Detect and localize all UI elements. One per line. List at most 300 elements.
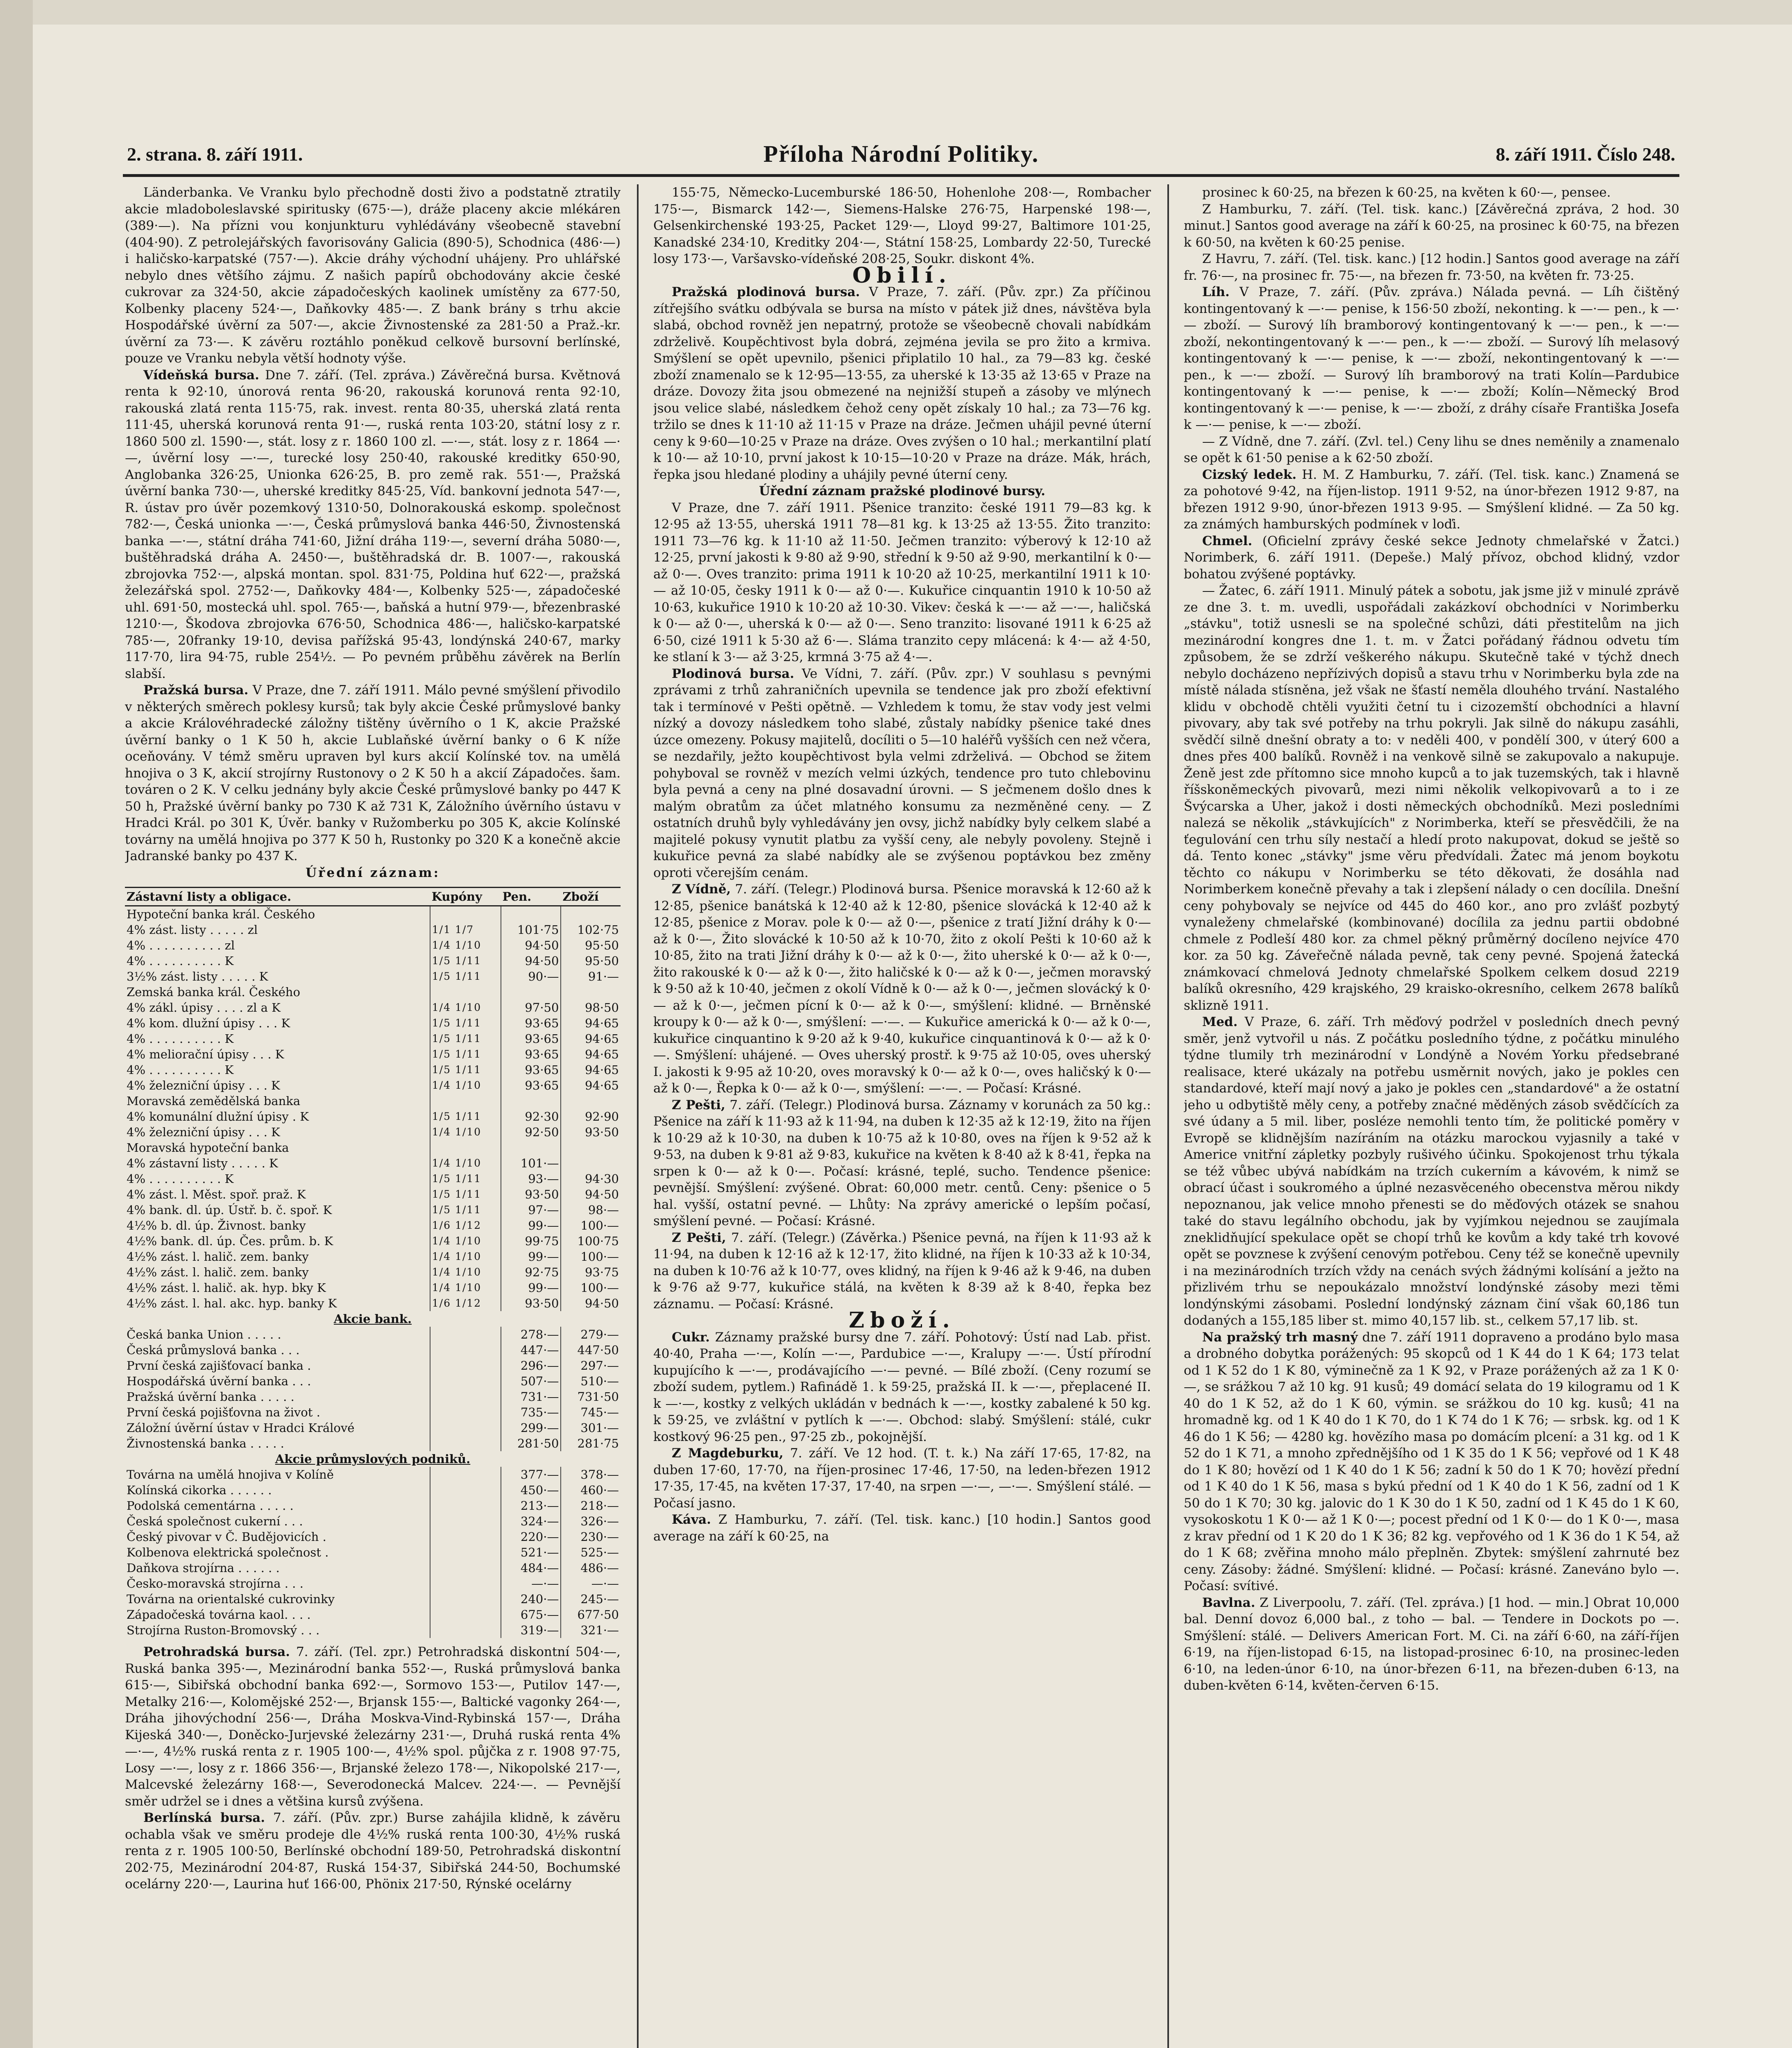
table-cell-kupony <box>430 1405 501 1420</box>
table-cell-pen: 94·50 <box>501 953 561 969</box>
table-cell-zbozi: —·— <box>561 1576 621 1591</box>
section-heading: Pražská plodinová bursa. <box>672 285 860 299</box>
table-cell-kupony <box>430 1591 501 1607</box>
table-cell-zbozi: 94·65 <box>561 1015 621 1031</box>
table-cell-name: První česká zajišťovací banka . <box>127 1359 311 1373</box>
table-cell-zbozi: 94·65 <box>561 1047 621 1062</box>
table-cell-pen: 93·— <box>501 1171 561 1187</box>
table-section-row <box>125 1311 621 1327</box>
table-cell-kupony <box>430 1373 501 1389</box>
table-cell-pen: 507·— <box>501 1373 561 1389</box>
table-cell-name: 4% . . . . . . . . . . zl <box>127 938 235 952</box>
table-cell-pen: 735·— <box>501 1405 561 1420</box>
table-row <box>125 1482 621 1498</box>
table-row <box>125 1233 621 1249</box>
article-text: V Praze, 6. září. Trh měďový podržel v posledních dnech pevný směr, jenž vytvořil u nás. Z počátku posledního týdne, z počátku minulého týdne tlumily trh mezinárodní v Londýně a Novém Yorku předsebrané realisace, které ukázaly na potřebu usměrnit nových, jako je pokles cen standardové, kteří mají nový a jako je pokles cen „standardové" a že ostatní jeho u odbytiště měly ceny, a potřeby značné měděných zásob svědčících za své údany a 5 mil. liber, posléze nemohli tento tím, že politické poměry v Evropě se klidnějším nazíráním na otázku marockou vyjasnily a také v Americe vnitřní zápletky pozbyly rušivého účinku. Spokojenost trhu týkala se též vůbec ubývá nabídkám na trzích cukerním a kávovém, k nimž se obrací účast i soukromého a úplné nezasvěceného obecenstva měrou nikdy nepoznanou, jak velice mnoho přenesti se do měďových otázek se snahou také do stavu legálního obchodu, jak by vyjímkou nejednou se zaujímala zneklidňující spekulace opět se chopí trhů ke kovům a kdy také trh kovové opět se povznese k zvýšení cenovým potřebou. Ceny též se konečně upevnily i na mezinárodních trzích vždy na cenách svých žádnými kolísání a ježto na přizlivém trhu se nepoukázalo množství londýnské zásoby mezi těmi londýnskými zásobami. Poslední londýnský záznam činí však 60,186 tun dodaných a 155,185 liber st. mimo 40,157 lib. st., celkem 57,17 lib. st. <box>1184 1015 1679 1328</box>
table-cell-zbozi: 460·— <box>561 1482 621 1498</box>
article-paragraph <box>653 666 1151 881</box>
table-cell-name: 4% zást. listy . . . . . zl <box>127 923 258 937</box>
table-cell-zbozi: 218·— <box>561 1498 621 1513</box>
article-text: 7. září. Ve 12 hod. (T. t. k.) Na září 17·65, 17·82, na duben 17·60, 17·70, na říjen-prosinec 17·46, 17·50, na leden-březen 1912 17·35, 17·45, na květen 17·37, 17·40, na srpen —·—, —·—. Smýšlení stálé. — Počasí jasno. <box>653 1446 1151 1511</box>
table-cell-kupony <box>430 1576 501 1591</box>
table-row <box>125 1000 621 1015</box>
table-cell-zbozi: 378·— <box>561 1467 621 1482</box>
table-cell-kupony: 1/5 1/11 <box>430 1015 501 1031</box>
table-row <box>125 1342 621 1358</box>
table-cell-kupony: 1/4 1/10 <box>430 1000 501 1015</box>
article-text: Z Liverpoolu, 7. září. (Tel. zpráva.) [1 hod. — min.] Obrat 10,000 bal. Denní dovoz 6,000 bal., z toho — bal. — Tendere in Dockots po —. Smýšlení: stálé. — Delivers American Fort. M. Ci. na září 6·60, na září-říjen 6·19, na říjen-listopad 6·15, na listopad-prosinec 6·10, na prosinec-leden 6·10, na leden-únor 6·10, na únor-březen 6·11, na březen-duben 6·13, na duben-květen 6·14, květen-červen 6·15. <box>1184 1595 1679 1693</box>
table-cell-zbozi: 94·50 <box>561 1296 621 1311</box>
table-cell-pen: 93·65 <box>501 1047 561 1062</box>
table-cell-pen: 299·— <box>501 1420 561 1436</box>
table-cell-name: První česká pojišťovna na život . <box>127 1405 320 1419</box>
table-cell-kupony <box>430 1436 501 1451</box>
column-header-zbozi: Zboží <box>561 888 621 906</box>
article-paragraph <box>653 1329 1151 1445</box>
table-cell-zbozi <box>561 984 621 1000</box>
table-row <box>125 1124 621 1140</box>
table-cell-pen: 93·50 <box>501 1187 561 1202</box>
table-cell-name: 4% komunální dlužní úpisy . K <box>127 1110 309 1124</box>
table-row <box>125 969 621 984</box>
table-row <box>125 1109 621 1124</box>
article-paragraph <box>653 1445 1151 1511</box>
table-row <box>125 1529 621 1545</box>
table-row <box>125 1047 621 1062</box>
table-row <box>125 922 621 938</box>
table-cell-name: Česko-moravská strojírna . . . <box>127 1577 304 1590</box>
column-divider-1 <box>637 184 639 2048</box>
table-row <box>125 1264 621 1280</box>
table-row <box>125 1015 621 1031</box>
table-cell-kupony: 1/4 1/10 <box>430 1124 501 1140</box>
article-paragraph: — Žatec, 6. září 1911. Minulý pátek a sobotu, jak jsme již v minulé zprávě ze dne 3. t. m. uvedli, uspořádali zakázkoví obchodníci v Norimberku „stávku", totiž usnesli se na společné schůzi, dáti přestitelům na jich mezinárodní kongres dne 1. t. m. v Žatci pořádaný řádnou odvetu tím způsobem, že se zdrží veškerého nákupu. Skutečně také v týchž dnech nebylo docházeno nepřízivých dopisů a stavu trhu v Norimberku byla zde na místě nálada stísněna, jež však ne šťastí neměla dlouhého trvání. Nastalého klidu v obchodě chtěli využiti četní tu i cizozemští obchodníci a hlavní pivovary, aby tak své potřeby na trhu pokryli. Jak silně do nákupu zasáhli, svědčí silně dnešní obraty a to: v neděli 400, v pondělí 300, v úterý 600 a dnes přes 400 balíků. Rovněž i na venkově silně se zakupovalo a nakupuje. Ženě jest zde přítomno sice mnoho kupců a to jak tuzemských, tak i hlavně říšskoněmeckých pivovarů, mezi nimi několik velkopivovarů a to i ze Švýcarska a Uher, jakož i dosti německých obchodníků. Mezi posledními nalezá se několik „stávkujících" z Norimberka, kteří se přesvědčili, že na ťegulování cen trhu síly nestačí a hledí proto nakupovat, dokud se ještě so dá. Tento konec „stávky" jsme věru předvídali. Žatec má jenom boykotu těchto co nákupu v Norimberku se této děkovati, že dosáhla nad Norimberkem konečně převahy a tak i zlepšení nálady o cen docílila. Dnešní ceny pohybovaly se nejvíce od 445 do 460 kor., ano pro zvlášť pozbytý vynaleženy chmelařské (kombinované) docílila za jednu partii obdobné chmele z Podleší 480 kor. za chmel pěkný průměrný docíleno nejvíce 470 kor. za 50 kg. Záveřečně nálada pevně, tak ceny pevné. Spojená žatecká známkovací chmelová Jednoty chmelařské Spolkem celkem dosud 2219 balíků okresního, 429 krajského, 29 kraisko-okresního, celkem 2678 balíků sklizně 1911. <box>1184 583 1679 1013</box>
section-heading: Z Pešti, <box>672 1230 726 1245</box>
table-row <box>125 1498 621 1513</box>
table-cell-zbozi: 94·65 <box>561 1031 621 1047</box>
table-cell-pen: 675·— <box>501 1607 561 1622</box>
table-cell-kupony <box>430 906 501 922</box>
section-heading: Z Vídně, <box>672 882 731 897</box>
article-paragraph <box>125 682 621 865</box>
article-paragraph <box>653 1097 1151 1230</box>
article-text: V Praze, 7. září. (Pův. zpráva.) Nálada pevná. — Líh čištěný kontingentovaný k —·— penise, k 156·50 zboží, nekonting. k —·— pen., k —·— zboží. — Surový líh bramborový kontingentovaný k —·— pen., k —·— zboží, nekontingentovaný k —·— pen., k —·— zboží. — Surový líh melasový kontingentovaný k —·— penise, k —·— zboží, nekontingentovaný k —·— pen., k —·— zboží. — Surový líh bramborový na trati Kolín—Pardubice kontingentovaný k —·— penise, k —·— zboží; Kolín—Německý Brod kontingentovaný k —·— penise, k —·— zboží, z dráhy císaře Františka Josefa k —·— penise, k —·— zboží. <box>1184 285 1679 432</box>
article-paragraph: Länderbanka. Ve Vranku bylo přechodně dosti živo a podstatně ztratily akcie mladoboleslavské spiritusky (675·—), dráže placeny akcie mlékáren (389·—). Na přízni vou konjunkturu vyhlédávány všeobecně stavební (404·90). Z petrolejářských favorisovány Galicia (890·5), Schodnica (486·—) i haličsko-karpatské (757·—). Akcie dráhy východní uhájeny. Pro uhlářské nebylo dnes většího zájmu. Z našich papírů obchodovány akcie české cukrovar za 324·50, akcie západočeských kaolinek umístěny za 677·50, Kolbenky placeny 524·—, Daňkovky 485·—. Z bank brány s trhu akcie Hospodářské úvěrní za 507·—, akcie Živnostenské za 281·50 a Praž.-kr. úvěrní za 73·—. K závěru roztáhlo poněkud celkově bursovní berlínské, pouze ve Vranku nebyla větší hodnoty výše. <box>125 185 621 366</box>
table-cell-kupony: 1/6 1/12 <box>430 1296 501 1311</box>
table-cell-kupony: 1/4 1/10 <box>430 1233 501 1249</box>
article-paragraph <box>1184 1329 1679 1595</box>
table-cell-name: Daňkova strojírna . . . . . . <box>127 1561 280 1575</box>
table-cell-pen <box>501 984 561 1000</box>
table-cell-zbozi: 94·65 <box>561 1078 621 1093</box>
table-cell-zbozi: 94·30 <box>561 1171 621 1187</box>
table-cell-name: Podolská cementárna . . . . . <box>127 1499 294 1513</box>
article-paragraph <box>1184 1595 1679 1694</box>
table-cell-pen: 278·— <box>501 1327 561 1342</box>
section-heading: Vídeňská bursa. <box>143 367 259 383</box>
table-cell-name: Hypoteční banka král. Českého <box>127 907 315 921</box>
table-cell-name: Kolbenova elektrická společnost . <box>127 1545 329 1559</box>
table-row <box>125 1545 621 1560</box>
table-cell-kupony <box>430 1093 501 1109</box>
table-row <box>125 1202 621 1218</box>
table-cell-kupony: 1/5 1/11 <box>430 1187 501 1202</box>
table-cell-zbozi: 100·— <box>561 1249 621 1264</box>
table-cell-kupony: 1/4 1/10 <box>430 1155 501 1171</box>
table-cell-pen <box>501 1140 561 1155</box>
table-row <box>125 1078 621 1093</box>
table-cell-zbozi <box>561 1140 621 1155</box>
table-cell-zbozi: 98·50 <box>561 1000 621 1015</box>
table-cell-kupony: 1/5 1/11 <box>430 1031 501 1047</box>
table-cell-zbozi: 93·75 <box>561 1264 621 1280</box>
article-text: 7. září. (Telegr.) Plodinová bursa. Záznamy v korunách za 50 kg.: Pšenice na září k 11·93 až k 11·94, na duben k 12·35 až k 12·19, žito na říjen k 10·29 až k 10·30, na duben k 10·75 až k 10·80, oves na říjen k 9·52 až k 9·53, na duben k 9·81 až 9·83, kukuřice na květen k 8·40 až k 8·41, řepka na srpen k 0·— až k 0·—. Počasí: krásné, teplé, sucho. Tendence pšenice: pevnější. Smýšlení: zvýšené. Obrat: 60,000 metr. centů. Ceny: pšenice o 5 hal. vyšší, ostatní pevné. — Lhůty: Na zprávy americké o lepším počasí, smýšlení pevné. — Počasí: Krásné. <box>653 1097 1151 1228</box>
section-heading: Cizský ledek. <box>1202 467 1297 482</box>
section-heading: Pražská bursa. <box>143 683 249 698</box>
article-paragraph <box>125 367 621 682</box>
table-cell-name: Česká banka Union . . . . . <box>127 1328 281 1341</box>
table-cell-pen: 97·50 <box>501 1000 561 1015</box>
table-cell-pen: 99·— <box>501 1280 561 1296</box>
table-cell-pen: 220·— <box>501 1529 561 1545</box>
table-cell-name: Kolínská cikorka . . . . . . <box>127 1483 272 1497</box>
table-cell-pen: 99·— <box>501 1218 561 1233</box>
article-paragraph <box>653 1511 1151 1545</box>
table-cell-name: Hospodářská úvěrní banka . . . <box>127 1374 311 1388</box>
table-cell-zbozi: 245·— <box>561 1591 621 1607</box>
article-paragraph: V Praze, dne 7. září 1911. Pšenice tranzito: české 1911 79—83 kg. k 12·95 až 13·55, uherská 1911 78—81 kg. k 13·25 až 13·55. Žito tranzito: 1911 73—76 kg. k 11·10 až 11·50. Ječmen tranzito: výberový k 12·10 až 12·25, první jakosti k 9·80 až 9·90, střední k 9·50 až 9·90, merkantilní k 0·— až 0·—. Oves tranzito: prima 1911 k 10·20 až 10·25, merkantilní 1911 k 10·— až 10·05, česky 1911 k 0·— až 0·—. Kukuřice cinquantin 1910 k 10·50 až 10·63, kukuřice 1910 k 10·20 až 10·30. Vikev: česká k —·— až —·—, haličská k 0·— až 0·—, uherská k 0·— až 0·—. Seno tranzito: lisované 1911 k 6·25 až 6·50, cizé 1911 k 5·30 až 6·—. Sláma tranzito cepy mlácená: k 4·— až 4·50, ke stlaní k 3·— až 3·25, krmná 3·75 až 4·—. <box>653 500 1151 664</box>
table-cell-name: Živnostenská banka . . . . . <box>127 1436 284 1450</box>
article-paragraph <box>653 284 1151 483</box>
table-cell-kupony: 1/5 1/11 <box>430 1109 501 1124</box>
table-cell-kupony <box>430 1467 501 1482</box>
table-cell-name: 4% železniční úpisy . . . K <box>127 1078 280 1092</box>
table-cell-pen: 731·— <box>501 1389 561 1405</box>
table-row <box>125 1358 621 1373</box>
table-cell-zbozi: 745·— <box>561 1405 621 1420</box>
section-heading: Káva. <box>672 1512 711 1527</box>
subsection-heading: Úřední záznam pražské plodinové bursy. <box>759 484 1046 498</box>
table-cell-zbozi: 525·— <box>561 1545 621 1560</box>
table-cell-kupony <box>430 1420 501 1436</box>
table-cell-name: Zemská banka král. Českého <box>127 985 300 999</box>
table-cell-pen: 93·50 <box>501 1296 561 1311</box>
table-cell-zbozi: 447·50 <box>561 1342 621 1358</box>
table-cell-kupony <box>430 1607 501 1622</box>
table-cell-kupony: 1/6 1/12 <box>430 1218 501 1233</box>
table-cell-pen: 97·— <box>501 1202 561 1218</box>
table-row <box>125 1093 621 1109</box>
table-section-row <box>125 1451 621 1467</box>
table-cell-kupony: 1/4 1/10 <box>430 1264 501 1280</box>
table-cell-kupony <box>430 1560 501 1576</box>
table-row <box>125 1436 621 1451</box>
table-cell-name: Moravská zemědělská banka <box>127 1094 301 1108</box>
table-cell-name: Česká společnost cukerní . . . <box>127 1514 303 1528</box>
table-cell-pen: 213·— <box>501 1498 561 1513</box>
table-cell-name: Pražská úvěrní banka . . . . . <box>127 1390 295 1404</box>
table-row <box>125 1560 621 1576</box>
table-cell-zbozi: 230·— <box>561 1529 621 1545</box>
table-cell-name: 4½% zást. l. halič. zem. banky <box>127 1265 309 1279</box>
table-cell-kupony <box>430 1482 501 1498</box>
table-cell-name: 4½% zást. l. halič. ak. hyp. bky K <box>127 1281 326 1295</box>
table-cell-kupony <box>430 1498 501 1513</box>
table-cell-name: 4% bank. dl. úp. Ústř. b. č. spoř. K <box>127 1203 332 1217</box>
table-cell-kupony <box>430 1140 501 1155</box>
table-cell-zbozi: 281·75 <box>561 1436 621 1451</box>
table-row <box>125 1389 621 1405</box>
table-cell-name: Český pivovar v Č. Budějovicích . <box>127 1530 326 1544</box>
table-row <box>125 906 621 922</box>
table-cell-zbozi: 95·50 <box>561 953 621 969</box>
table-row <box>125 953 621 969</box>
table-cell-pen: 90·— <box>501 969 561 984</box>
table-cell-zbozi: 93·50 <box>561 1124 621 1140</box>
article-paragraph <box>653 881 1151 1097</box>
article-text: 7. září. (Pův. zpr.) Burse zahájila klidně, k závěru ochabla však ve směru prodeje dle 4½% ruská renta 100·30, 4½% ruská renta z r. 1905 100·50, Berlínské obchodní 189·50, Petrohradská diskontní 202·75, Mezinárodní 204·87, Ruská 154·37, Sibiřská 244·50, Bochumské ocelárny 220·—, Laurina huť 166·00, Phönix 217·50, Rýnské ocelárny <box>125 1810 621 1892</box>
table-cell-pen: 92·75 <box>501 1264 561 1280</box>
table-cell-pen: 93·65 <box>501 1062 561 1078</box>
article-text: dne 7. září 1911 dopraveno a prodáno bylo masa a drobného dobytka porážených: 95 skopců od 1 K 44 do 1 K 64; 173 telat od 1 K 52 do 1 K 80, výminečně za 1 K 92, v Praze porážených až za 1 K 0·—, se srážkou 7 až 10 kg. 91 kusů; 49 domácí selata do 19 kilogramu od 1 K 40 do 1 K 52, až do 1 K 60, výmin. se srážkou do 10 kg. kusů; 41 na hromadně kg. od 1 K 40 do 1 K 70, do 1 K 74 do 1 K 76; — srbsk. kg. od 1 K 46 do 1 K 56; — 4280 kg. hovězího masa po domácím plcení: a 31 kg. od 1 K 52 do 1 K 71, a mnoho zpřednějšího od 1 K 35 do 1 K 56; vepřové od 1 K 48 do 1 K 80; hovězí od 1 K 40 do 1 K 56; zadní k 50 do 1 K 70; hovězí přední od 1 K 40 do 1 K 56, masa s bykú přední od 1 K 40 do 1 K 56, zadní od 1 K 50 do 1 K 70; 30 kg. jalovic do 1 K 30 do 1 K 50, zadní od 1 K 45 do 1 K 60, vysokoskotu 1 K 0·— až 1 K 0·—; pocest přední od 1 K 0·— do 1 K 0·—, masa z krav přední od 1 K 20 do 1 K 36; 82 kg. vepřového od 1 K 36 do 1 K 54, až do 1 K 68; zvěřina mnoho málo přeplněn. Zbytek: smýšlení zahrnuté bez ceny. Zásoby: žádné. Smýšlení: klidné. — Počasí: krásné. Zaneváno bylo —. Počasí: svítivé. <box>1184 1330 1679 1593</box>
quotes-table <box>125 887 621 1638</box>
table-cell-name: 4% zákl. úpisy . . . . zl a K <box>127 1001 281 1015</box>
section-heading: Z Pešti, <box>672 1097 725 1112</box>
section-heading: Chmel. <box>1202 533 1253 548</box>
table-cell-kupony <box>430 1545 501 1560</box>
table-cell-pen: 447·— <box>501 1342 561 1358</box>
table-cell-pen: 484·— <box>501 1560 561 1576</box>
table-cell-pen: 92·30 <box>501 1109 561 1124</box>
table-cell-kupony: 1/4 1/10 <box>430 1078 501 1093</box>
table-caption: Úřední záznam: <box>305 865 440 880</box>
table-cell-zbozi: 279·— <box>561 1327 621 1342</box>
table-cell-name: Česká průmyslová banka . . . <box>127 1343 300 1357</box>
table-cell-name: 4½% b. dl. úp. Živnost. banky <box>127 1219 306 1232</box>
table-row <box>125 1031 621 1047</box>
table-cell-name: 4% . . . . . . . . . . K <box>127 954 234 968</box>
table-cell-kupony <box>430 1327 501 1342</box>
table-cell-pen: 324·— <box>501 1513 561 1529</box>
article-text: V Praze, dne 7. září 1911. Málo pevné smýšlení přivodilo v některých směrech poklesy kursů; tak byly akcie České průmyslové banky a akcie Královéhradecké záložny tištěny úvěrního o 1 K, akcie Pražské úvěrní banky o 1 K 50 h, akcie Lublaňské úvěrní banky o 6 K níže oceňovány. V témž směru upraven byl kurs akcií Kolínské tov. na umělá hnojiva o 3 K, akcií strojírny Rustonovy o 2 K 50 h a akcií Západočes. šam. továren o 2 K. V celku jednány byly akcie České průmyslové banky po 447 K 50 h, Pražské úvěrní banky po 730 K až 731 K, Záložního úvěrního ústavu v Hradci Král. po 301 K, Úvěr. banky v Ružomberku po 305 K, akcie Kolínské továrny na umělá hnojiva po 377 K 50 h, Rustonky po 320 K a konečně akcie Jadranské banky po 437 K. <box>125 683 621 863</box>
article-text: 7. září. (Telegr.) Plodinová bursa. Pšenice moravská k 12·60 až k 12·85, pšenice banátská k 12·40 až k 12·80, pšenice slovácká k 12·40 až k 12·85, pšenice z Morav. pole k 0·— až 0·—, pšenice z tratí Jižní dráhy k 0·— až k 0·—, Žito slovácké k 10·50 až k 10·70, žito z okolí Pešti k 10·60 až k 10·85, žito na trati Jižní dráhy k 0·— až k 0·—, žito uherské k 0·— až k 0·—, žito rakouské k 0·— až k 0·—, žito haličské k 0·— až k 0·—, ječmen moravský k 9·50 až k 10·40, ječmen z okolí Vídně k 0·— až k 0·—, ječmen slovácký k 0·— až k 0·—, ječmen pícní k 0·— až k 0·—, smýšlení: klidné. — Brněnské kroupy k 0·— až k 0·—, smýšlení: —·—. — Kukuřice americká k 0·— až k 0·—, kukuřice cinquantino k 9·20 až k 9·40, kukuřice cinquantinová k 0·— až k 0·—. Smýšlení: uhájené. — Oves uherský prostř. k 9·75 až 10·05, oves uherský I. jakosti k 9·95 až 10·20, oves moravský k 0·— až k 0·—, oves haličský k 0·— až k 0·—, Řepka k 0·— až k 0·—, smýšlení: —·—. — Počasí: Krásné. <box>653 882 1151 1096</box>
table-cell-name: 4½% zást. l. hal. akc. hyp. banky K <box>127 1296 337 1310</box>
table-cell-kupony: 1/5 1/11 <box>430 1171 501 1187</box>
table-row <box>125 984 621 1000</box>
table-cell-kupony <box>430 1389 501 1405</box>
table-row <box>125 1420 621 1436</box>
table-section-label: Akcie bank. <box>333 1312 412 1326</box>
section-heading: Med. <box>1202 1015 1238 1029</box>
column-divider-2 <box>1167 184 1169 2048</box>
table-cell-name: 4½% bank. dl. úp. Čes. prům. b. K <box>127 1234 333 1248</box>
table-row <box>125 1327 621 1342</box>
table-cell-zbozi: 486·— <box>561 1560 621 1576</box>
table-row <box>125 1467 621 1482</box>
section-heading: Plodinová bursa. <box>672 666 795 681</box>
table-cell-name: Továrna na umělá hnojiva v Kolíně <box>127 1468 334 1482</box>
table-cell-kupony: 1/4 1/10 <box>430 1280 501 1296</box>
table-row <box>125 1405 621 1420</box>
table-cell-name: 4% meliorační úpisy . . . K <box>127 1047 284 1061</box>
table-cell-pen: 240·— <box>501 1591 561 1607</box>
table-cell-kupony: 1/4 1/10 <box>430 1249 501 1264</box>
table-row <box>125 1576 621 1591</box>
table-cell-name: Strojírna Ruston-Bromovský . . . <box>127 1623 320 1637</box>
table-cell-name: Záložní úvěrní ústav v Hradci Králové <box>127 1421 355 1435</box>
table-cell-pen: 93·65 <box>501 1078 561 1093</box>
table-cell-zbozi: 297·— <box>561 1358 621 1373</box>
article-text: H. M. Z Hamburku, 7. září. (Tel. tisk. kanc.) Znamená se za pohotové 9·42, na říjen-listop. 1911 9·52, na únor-březen 1912 9·87, na březen 1912 9·90, únor-březen 1913 9·95. — Smýšlení klidné. — Za 50 kg. za známých hamburských podmínek v loďi. <box>1184 467 1679 532</box>
section-title-zbozi: Zboží. <box>849 1308 956 1333</box>
issue-date-number: 8. září 1911. Číslo 248. <box>1495 144 1675 165</box>
table-cell-zbozi: 94·65 <box>561 1062 621 1078</box>
table-cell-pen: 93·65 <box>501 1031 561 1047</box>
scan-margin-left <box>0 0 33 2048</box>
page-number-date: 2. strana. 8. září 1911. <box>127 144 303 165</box>
table-row <box>125 1187 621 1202</box>
table-cell-kupony <box>430 1529 501 1545</box>
article-text: Záznamy pražské bursy dne 7. září. Pohotový: Ústí nad Lab. přist. 40·40, Praha —·—, Kolín —·—, Pardubice —·—, Kralupy —·—. Ústí přírodní kupujícího k —·—, prodávajícího —·— pevné. — Bílé zboží. (Ceny rozumí se zboží sudem, pytlem.) Rafinádě 1. k 59·25, pražská II. k —·—, přeplacené II. k —·—, kostky z velkých ukládán v bednách k —·—, kostky zabalené k 50 kg. k 59·25, ve zvláštní v pytlích k —·—. Obchod: slabý. Smýšlení: stálé, cukr kostkový 96·25 pen., 97·25 zb., pokojnější. <box>653 1330 1151 1444</box>
table-cell-kupony: 1/4 1/10 <box>430 938 501 953</box>
table-cell-pen: 92·50 <box>501 1124 561 1140</box>
table-cell-kupony <box>430 1622 501 1638</box>
table-cell-kupony <box>430 1358 501 1373</box>
column-header-kupony: Kupóny <box>430 888 501 906</box>
table-cell-name: 4% . . . . . . . . . . K <box>127 1063 234 1077</box>
column-1 <box>125 184 621 2048</box>
newspaper-page <box>123 135 1679 2048</box>
table-cell-pen: 521·— <box>501 1545 561 1560</box>
section-heading: Berlínská bursa. <box>143 1810 265 1825</box>
table-cell-name: 4½% zást. l. halič. zem. banky <box>127 1250 309 1264</box>
table-cell-zbozi <box>561 1155 621 1171</box>
article-text: 7. září. (Telegr.) (Závěrka.) Pšenice pevná, na říjen k 11·93 až k 11·94, na duben k 12·16 až k 12·17, žito klidné, na říjen k 10·33 až k 10·34, na duben k 10·76 až k 10·77, oves klidný, na říjen k 9·46 až k 9·46, na duben k 9·76 až 9·77, kukuřice stálá, na květen k 8·39 až k 8·40, řepka bez záznamu. — Počasí: Krásné. <box>653 1230 1151 1312</box>
table-cell-kupony: 1/5 1/11 <box>430 969 501 984</box>
article-paragraph: — Z Vídně, dne 7. září. (Zvl. tel.) Ceny lihu se dnes neměnily a znamenalo se opět k 61·50 penise a k 62·50 zboží. <box>1184 434 1679 465</box>
table-cell-kupony: 1/5 1/11 <box>430 953 501 969</box>
table-cell-pen: 99·— <box>501 1249 561 1264</box>
table-cell-kupony <box>430 984 501 1000</box>
table-cell-zbozi: 510·— <box>561 1373 621 1389</box>
table-cell-kupony <box>430 1342 501 1358</box>
table-row <box>125 1155 621 1171</box>
table-row <box>125 1591 621 1607</box>
table-cell-zbozi: 100·— <box>561 1280 621 1296</box>
table-cell-pen: 281·50 <box>501 1436 561 1451</box>
column-3 <box>1184 184 1679 2048</box>
column-header-pen: Pen. <box>501 888 561 906</box>
table-cell-name: 4% . . . . . . . . . . K <box>127 1032 234 1046</box>
table-cell-kupony: 1/1 1/7 <box>430 922 501 938</box>
table-row <box>125 1171 621 1187</box>
section-heading: Líh. <box>1202 285 1230 299</box>
table-cell-zbozi <box>561 906 621 922</box>
article-text: V Praze, 7. září. (Pův. zpr.) Za příčinou zítřejšího svátku odbývala se bursa na místo v pátek již dnes, návštěva byla slabá, obchod rovněž jen nepatrný, protože se všeobecně chovali nabídkám zdrželivě. Koupěchtivost byla dobrá, zejména jevila se pro žito a krmiva. Smýšlení se opět upevnilo, pšenici připlatilo 10 hal., za 79—83 kg. české zboží znamenalo se k 12·95—13·55, za uherské k 13·35 až 13·65 v Praze na dráze. Dovozy žita jsou obmezené na nejnižší stupeň a zásoby ve mlýnech jsou velice slabé, následkem čehož ceny opět získaly 10 hal.; za 73—76 kg. tržilo se dnes k 11·10 až 11·15 v Praze na dráze. Ječmen uhájil pevné úterní ceny k 9·60—10·25 v Praze na dráze. Oves zvýšen o 10 hal.; merkantilní platí k 10·— až 10·10, první jakost k 10·15—10·20 v Praze na dráze. Mák, hrách, řepka jsou hledané plodiny a uhájily pevné úterní ceny. <box>653 285 1151 482</box>
article-paragraph <box>1184 284 1679 433</box>
section-heading: Petrohradská bursa. <box>143 1645 290 1659</box>
table-cell-pen: 101·— <box>501 1155 561 1171</box>
table-cell-zbozi: 98·— <box>561 1202 621 1218</box>
table-cell-pen: 450·— <box>501 1482 561 1498</box>
table-row <box>125 1249 621 1264</box>
table-row <box>125 1218 621 1233</box>
table-cell-zbozi: 321·— <box>561 1622 621 1638</box>
section-heading: Bavlna. <box>1202 1595 1255 1610</box>
table-cell-name: 4% kom. dlužní úpisy . . . K <box>127 1016 290 1030</box>
section-heading: Cukr. <box>672 1330 710 1345</box>
article-text: 7. září. (Tel. zpr.) Petrohradská diskontní 504·—, Ruská banka 395·—, Mezinárodní banka 552·—, Ruská průmyslová banka 615·—, Sibiřská obchodní banka 692·—, Sormovo 153·—, Putilov 147·—, Metalky 216·—, Kolomějské 252·—, Brjansk 155·—, Baltické vagonky 264·—, Dráha jihovýchodní 256·—, Dráha Moskva-Vind-Rybinská 157·—, Dráha Kijeská 340·—, Doněcko-Jurjevské železárny 231·—, Druhá ruská renta 4% —·—, 4½% ruská renta z r. 1905 100·—, 4½% spol. půjčka z r. 1908 97·75, Losy —·—, losy z r. 1866 356·—, Brjanské železo 178·—, Nikopolské 217·—, Malcevské železárny 168·—, Severodonecká Malcev. 224·—. — Pevnější směr udržel se i dnes a většina kursů zvýšena. <box>125 1645 621 1809</box>
table-cell-pen: 319·— <box>501 1622 561 1638</box>
table-cell-name: 4% zást. l. Měst. spoř. praž. K <box>127 1187 306 1201</box>
column-2 <box>653 184 1151 2048</box>
table-cell-zbozi: 91·— <box>561 969 621 984</box>
table-cell-name: 4% . . . . . . . . . . K <box>127 1172 234 1186</box>
table-cell-name: 4% zástavní listy . . . . . K <box>127 1156 278 1170</box>
article-paragraph: Z Havru, 7. září. (Tel. tisk. kanc.) [12 hodin.] Santos good average na září fr. 76·—, na prosinec fr. 75·—, na březen fr. 73·50, na květen fr. 73·25. <box>1184 251 1679 283</box>
table-cell-pen: 93·65 <box>501 1015 561 1031</box>
table-row <box>125 1607 621 1622</box>
table-cell-zbozi: 94·50 <box>561 1187 621 1202</box>
publication-title: Příloha Národní Politiky. <box>763 140 1039 167</box>
table-cell-zbozi: 677·50 <box>561 1607 621 1622</box>
table-cell-name: Moravská hypoteční banka <box>127 1141 289 1155</box>
table-row <box>125 1062 621 1078</box>
table-cell-name: Továrna na orientalské cukrovinky <box>127 1592 335 1606</box>
article-paragraph <box>653 1230 1151 1313</box>
table-row <box>125 1280 621 1296</box>
article-text: Dne 7. září. (Tel. zpráva.) Závěrečná bursa. Květnová renta k 92·10, únorová renta 96·20, rakouská korunová renta 92·10, rakouská zlatá renta 115·75, rak. invest. renta 80·35, uherská zlatá renta 111·45, uherská korunová renta 91·—, ruská renta 103·20, státní losy z r. 1860 500 zl. 1590·—, stát. losy z r. 1860 100 zl. —·—, stát. losy z r. 1864 —·—, úvěrní losy —·—, turecké losy 250·40, rakouské kreditky 650·90, Anglobanka 326·25, Unionka 626·25, B. pro země rak. 551·—, Pražská úvěrní banka 730·—, uherské kreditky 845·25, Víd. bankovní jednota 547·—, R. ústav pro úvěr pozemkový 1310·50, Dolnorakouská eskomp. společnost 782·—, Česká unionka —·—, Česká průmyslová banka 446·50, Živnostenská banka —·—, státní dráha 741·60, Jižní dráha 119·—, severní dráha 5080·—, buštěhradská dráha A. 2450·—, buštěhradská dr. B. 1007·—, rakouská zbrojovka 752·—, alpská montan. spol. 831·75, Poldina huť 622·—, pražská železářská spol. 2752·—, Daňkovky 484·—, Kolbenky 525·—, západočeské uhl. 691·50, mostecká uhl. spol. 765·—, baňská a hutní 979·—, březenbraské 1210·—, Škodova zbrojovka 676·50, Schodnica 486·—, haličsko-karpatské 785·—, 20franky 19·10, devisa pařížská 95·43, londýnská 240·67, marky 117·70, lira 94·75, ruble 254½. — Po pevném průběhu závěrek na Berlín slabší. <box>125 367 621 681</box>
table-cell-zbozi: 326·— <box>561 1513 621 1529</box>
table-cell-pen: 101·75 <box>501 922 561 938</box>
table-section-label: Akcie průmyslových podniků. <box>275 1452 471 1466</box>
table-row <box>125 1622 621 1638</box>
table-cell-pen: 94·50 <box>501 938 561 953</box>
table-row <box>125 1373 621 1389</box>
scan-margin-top <box>0 0 1792 25</box>
table-cell-name: 3½% zást. listy . . . . . K <box>127 970 268 983</box>
table-cell-zbozi: 102·75 <box>561 922 621 938</box>
table-row <box>125 1513 621 1529</box>
column-header-name: Zástavní listy a obligace. <box>125 888 430 906</box>
table-cell-pen <box>501 906 561 922</box>
table-cell-zbozi: 100·— <box>561 1218 621 1233</box>
table-cell-pen: 377·— <box>501 1467 561 1482</box>
table-cell-kupony <box>430 1513 501 1529</box>
table-cell-pen: —·— <box>501 1576 561 1591</box>
table-cell-kupony: 1/5 1/11 <box>430 1062 501 1078</box>
article-paragraph <box>1184 1014 1679 1329</box>
article-paragraph: Z Hamburku, 7. září. (Tel. tisk. kanc.) [Závěrečná zpráva, 2 hod. 30 minut.] Santos good average na září k 60·25, na prosinec k 60·75, na březen k 60·50, na květen k 60·25 penise. <box>1184 202 1679 250</box>
table-row <box>125 938 621 953</box>
article-text: Ve Vídni, 7. září. (Pův. zpr.) V souhlasu s pevnými zprávami z trhů zahraničních upevnila se tendence jak pro zboží efektivní tak i termínové v Pešti opětně. — Vzhledem k tomu, že stav vody jest velmi nízký a dovozy následkem toho slabé, zůstaly nabídky pšenice také dnes úzce omezeny. Pokusy majitelů, docíliti o 5—10 haléřů vyšších cen než včera, se nezdařily, ježto koupěchtivost byla velmi zdrželivá. — Obchod se žitem pohyboval se rovněž v mezích velmi úzkých, tendence pro tuto chlebovinu byla pevná a ceny na plné dosavadní úrovni. — S ječmenem došlo dnes k malým obratům za účet mlatného konsumu za nezměněné ceny. — Z ostatních druhů byly vyhledávány jen ovsy, jichž nabídky byly celkem slabé a majitelé pokusy vynutit platbu za vyšší ceny, ale nebyly povoleny. Stejně i kukuřice pevná za slabé nabídky ale se zvýšenou poptávkou bez změny oproti včerejším cenám. <box>653 666 1151 880</box>
article-paragraph <box>125 1644 621 1810</box>
table-cell-pen: 296·— <box>501 1358 561 1373</box>
table-cell-zbozi: 100·75 <box>561 1233 621 1249</box>
table-cell-zbozi: 95·50 <box>561 938 621 953</box>
article-text: (Oficielní zprávy české sekce Jednoty chmelařské v Žatci.) Norimberk, 6. září 1911. (Depeše.) Malý přívoz, obchod klidný, vzdor bohatou zvýšené poptávky. <box>1184 533 1679 582</box>
table-cell-zbozi <box>561 1093 621 1109</box>
section-title-obili: Obilí. <box>852 263 952 288</box>
table-cell-kupony: 1/5 1/11 <box>430 1202 501 1218</box>
table-cell-zbozi: 92·90 <box>561 1109 621 1124</box>
article-paragraph <box>125 1810 621 1893</box>
section-heading: Z Magdeburku, <box>672 1446 784 1461</box>
masthead <box>123 135 1679 177</box>
table-row <box>125 1296 621 1311</box>
table-cell-pen <box>501 1093 561 1109</box>
article-paragraph <box>1184 533 1679 583</box>
